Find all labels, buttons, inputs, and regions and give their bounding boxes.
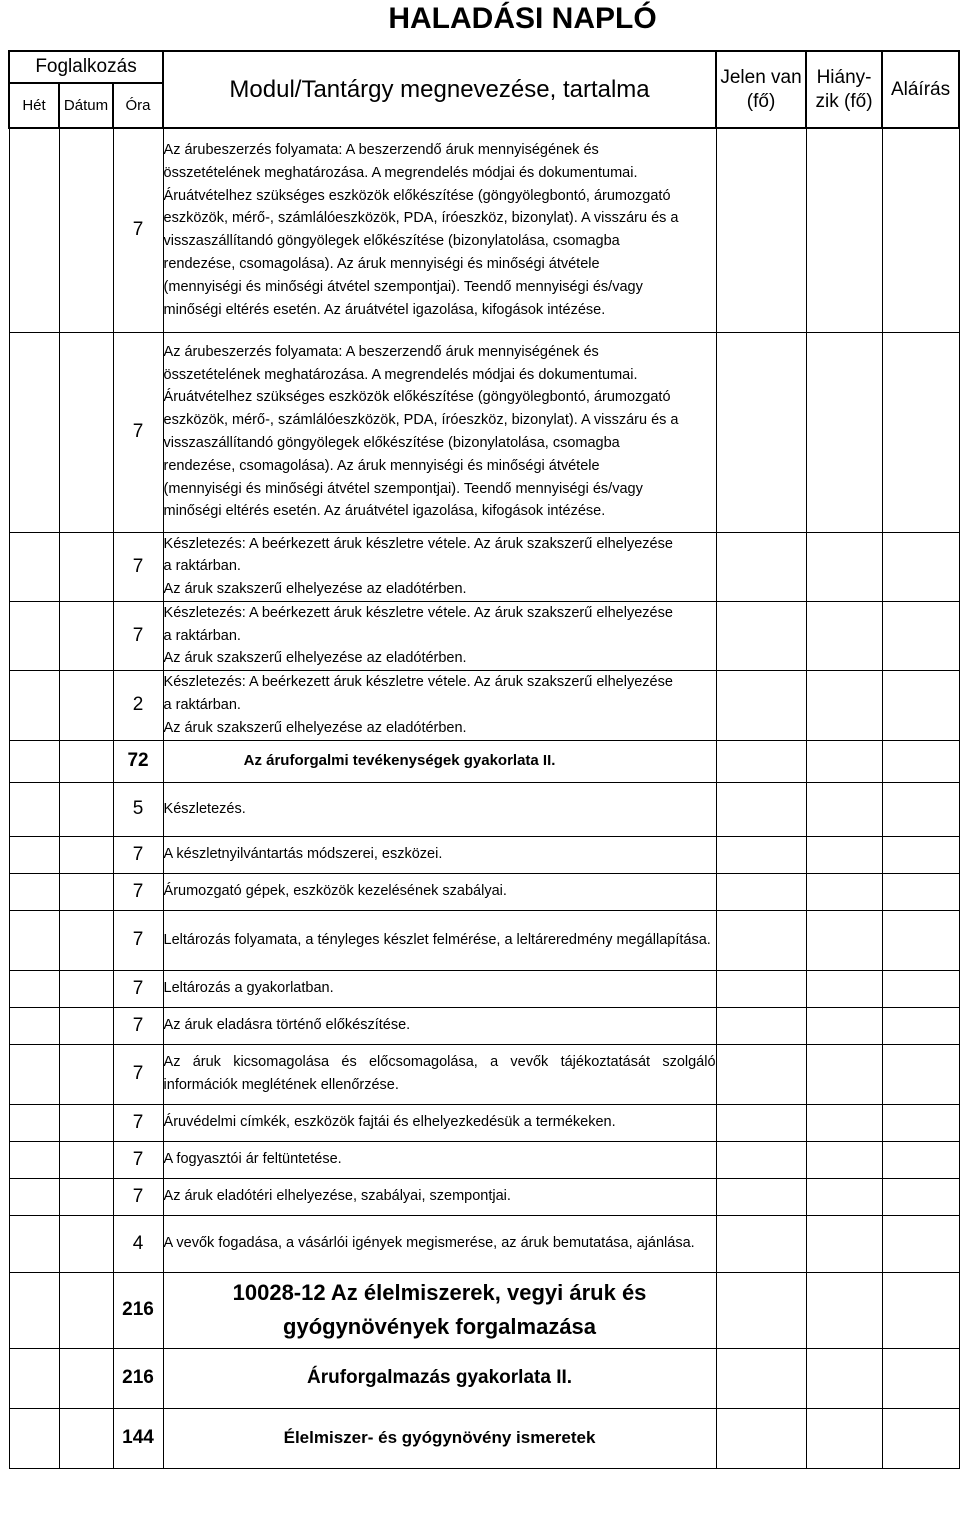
header-ora: Óra — [113, 83, 163, 128]
content-line: Áruforgalmazás gyakorlata II. — [307, 1366, 573, 1388]
datum-cell — [59, 128, 113, 332]
content-line: Árumozgató gépek, eszközök kezelésének szabályai. — [163, 883, 507, 900]
datum-cell — [59, 671, 113, 740]
datum-cell — [59, 910, 113, 970]
content-cell — [163, 671, 716, 740]
alairas-cell — [882, 532, 959, 601]
content-cell — [163, 1215, 716, 1272]
content-line: gyógynövények forgalmazása — [283, 1314, 597, 1340]
het-cell — [9, 532, 59, 601]
header-het: Hét — [9, 83, 59, 128]
alairas-cell — [882, 740, 959, 782]
datum-cell — [59, 740, 113, 782]
alairas-cell — [882, 1141, 959, 1178]
datum-cell — [59, 1215, 113, 1272]
alairas-cell — [882, 1272, 959, 1348]
alairas-cell — [882, 1104, 959, 1141]
het-cell — [9, 1044, 59, 1104]
table-row — [9, 671, 959, 740]
het-cell — [9, 782, 59, 836]
content-line: Leltározás a gyakorlatban. — [163, 980, 334, 997]
alairas-cell — [882, 1408, 959, 1468]
hianyzik-cell — [806, 1044, 882, 1104]
jelen-van-cell — [716, 1141, 806, 1178]
content-cell — [163, 332, 716, 532]
jelen-van-cell — [716, 1408, 806, 1468]
content-cell — [163, 1104, 716, 1141]
hianyzik-cell — [806, 1272, 882, 1348]
jelen-van-cell — [716, 970, 806, 1007]
datum-cell — [59, 1141, 113, 1178]
content-line: Áruátvételhez szükséges eszközök előkészítése (göngyölegbontó, árumozgató — [163, 187, 671, 204]
datum-cell — [59, 873, 113, 910]
het-cell — [9, 1178, 59, 1215]
alairas-cell — [882, 1178, 959, 1215]
header-modul: Modul/Tantárgy megnevezése, tartalma — [163, 51, 716, 128]
table-row — [9, 1272, 959, 1348]
alairas-cell — [882, 970, 959, 1007]
hours-cell: 7 — [113, 910, 163, 970]
hours-cell: 7 — [113, 1044, 163, 1104]
alairas-cell — [882, 601, 959, 670]
jelen-van-cell — [716, 532, 806, 601]
content-line: Készletezés: A beérkezett áruk készletre vétele. Az áruk szakszerű elhelyezése — [163, 535, 673, 552]
content-line: rendezése, csomagolása). Az áruk mennyiségi és minőségi átvétele — [163, 256, 600, 273]
datum-cell — [59, 332, 113, 532]
hianyzik-cell — [806, 601, 882, 670]
jelen-van-cell — [716, 873, 806, 910]
content-line: (mennyiségi és minőségi átvétel szempontjai). Teendő mennyiségi és/vagy — [163, 278, 643, 295]
datum-cell — [59, 532, 113, 601]
hianyzik-cell — [806, 1215, 882, 1272]
table-row — [9, 1141, 959, 1178]
content-line: Áruvédelmi címkék, eszközök fajtái és elhelyezkedésük a termékeken. — [163, 1114, 616, 1131]
table-row — [9, 970, 959, 1007]
hours-cell: 7 — [113, 873, 163, 910]
content-line: A vevők fogadása, a vásárlói igények megismerése, az áruk bemutatása, ajánlása. — [163, 1235, 695, 1252]
content-cell — [163, 1044, 716, 1104]
het-cell — [9, 1215, 59, 1272]
content-line: eszközök, mérő-, számlálóeszközök, PDA, íróeszköz, bizonylat). A visszáru és a — [163, 412, 679, 429]
content-cell — [163, 740, 716, 782]
jelen-van-cell — [716, 1272, 806, 1348]
content-line: Az áruk kicsomagolása és előcsomagolása, a vevők tájékoztatását szolgáló információk meglétének ellenőrzése. — [163, 1054, 716, 1094]
alairas-cell — [882, 128, 959, 332]
hianyzik-cell — [806, 836, 882, 873]
header-alairas: Aláírás — [882, 51, 959, 128]
hianyzik-cell — [806, 873, 882, 910]
alairas-cell — [882, 1044, 959, 1104]
jelen-van-cell — [716, 1348, 806, 1408]
content-line: rendezése, csomagolása). Az áruk mennyiségi és minőségi átvétele — [163, 457, 600, 474]
content-line: Készletezés: A beérkezett áruk készletre vétele. Az áruk szakszerű elhelyezése — [163, 674, 673, 691]
content-line: Az áruk szakszerű elhelyezése az eladótérben. — [163, 719, 467, 736]
hianyzik-cell — [806, 332, 882, 532]
header-jelen-van: Jelen van (fő) — [716, 51, 806, 128]
content-cell — [163, 970, 716, 1007]
hours-cell: 2 — [113, 671, 163, 740]
content-line: összetételének meghatározása. A megrendelés módjai és dokumentumai. — [163, 366, 638, 383]
datum-cell — [59, 1178, 113, 1215]
hours-cell: 72 — [113, 740, 163, 782]
content-line: a raktárban. — [163, 558, 241, 575]
het-cell — [9, 1272, 59, 1348]
header-hianyzik: Hiány- zik (fő) — [806, 51, 882, 128]
content-line: Áruátvételhez szükséges eszközök előkészítése (göngyölegbontó, árumozgató — [163, 389, 671, 406]
table-row — [9, 782, 959, 836]
hours-cell: 216 — [113, 1348, 163, 1408]
content-line: Az áruk szakszerű elhelyezése az eladótérben. — [163, 581, 467, 598]
jelen-van-cell — [716, 1007, 806, 1044]
content-line: 10028-12 Az élelmiszerek, vegyi áruk és — [232, 1280, 647, 1306]
datum-cell — [59, 1104, 113, 1141]
het-cell — [9, 1007, 59, 1044]
het-cell — [9, 873, 59, 910]
alairas-cell — [882, 1007, 959, 1044]
alairas-cell — [882, 671, 959, 740]
content-line: eszközök, mérő-, számlálóeszközök, PDA, íróeszköz, bizonylat). A visszáru és a — [163, 210, 679, 227]
content-line: visszaszállítandó göngyölegek előkészítése (bizonylatolása, csomagba — [163, 233, 620, 250]
table-row — [9, 1178, 959, 1215]
hours-cell: 7 — [113, 532, 163, 601]
hours-cell: 7 — [113, 601, 163, 670]
alairas-cell — [882, 873, 959, 910]
table-row — [9, 1348, 959, 1408]
jelen-van-cell — [716, 1044, 806, 1104]
hianyzik-cell — [806, 1007, 882, 1044]
hianyzik-cell — [806, 532, 882, 601]
alairas-cell — [882, 910, 959, 970]
hours-cell: 7 — [113, 1007, 163, 1044]
content-line: Az áruk eladásra történő előkészítése. — [163, 1017, 411, 1034]
hours-cell: 7 — [113, 1104, 163, 1141]
content-line: minőségi eltérés esetén. Az áruátvétel igazolása, kifogások intézése. — [163, 503, 606, 520]
content-line: Készletezés: A beérkezett áruk készletre vétele. Az áruk szakszerű elhelyezése — [163, 604, 673, 621]
table-row — [9, 910, 959, 970]
hianyzik-cell — [806, 1178, 882, 1215]
content-line: a raktárban. — [163, 697, 241, 714]
content-cell — [163, 128, 716, 332]
content-cell — [163, 873, 716, 910]
content-line: Az áruforgalmi tevékenységek gyakorlata II. — [243, 751, 556, 769]
content-line: Az áruk eladótéri elhelyezése, szabályai, szempontjai. — [163, 1188, 511, 1205]
jelen-van-cell — [716, 1178, 806, 1215]
content-cell — [163, 1141, 716, 1178]
hianyzik-cell — [806, 1408, 882, 1468]
header-foglalkozas: Foglalkozás — [9, 51, 163, 83]
het-cell — [9, 601, 59, 670]
content-line: a raktárban. — [163, 627, 241, 644]
het-cell — [9, 332, 59, 532]
table-row — [9, 1104, 959, 1141]
hours-cell: 4 — [113, 1215, 163, 1272]
hianyzik-cell — [806, 1104, 882, 1141]
table-row — [9, 128, 959, 332]
jelen-van-cell — [716, 1104, 806, 1141]
hours-cell: 7 — [113, 1178, 163, 1215]
table-row — [9, 601, 959, 670]
hianyzik-cell — [806, 970, 882, 1007]
datum-cell — [59, 1348, 113, 1408]
datum-cell — [59, 1408, 113, 1468]
hours-cell: 144 — [113, 1408, 163, 1468]
hianyzik-cell — [806, 1348, 882, 1408]
content-line: (mennyiségi és minőségi átvétel szempontjai). Teendő mennyiségi és/vagy — [163, 480, 643, 497]
alairas-cell — [882, 1348, 959, 1408]
content-cell — [163, 910, 716, 970]
content-line: Élelmiszer- és gyógynövény ismeretek — [283, 1427, 596, 1447]
het-cell — [9, 128, 59, 332]
hours-cell: 7 — [113, 970, 163, 1007]
hours-cell: 5 — [113, 782, 163, 836]
content-cell — [163, 1348, 716, 1408]
datum-cell — [59, 1007, 113, 1044]
content-line: Készletezés. — [163, 800, 246, 817]
het-cell — [9, 740, 59, 782]
table-row — [9, 740, 959, 782]
hianyzik-cell — [806, 910, 882, 970]
het-cell — [9, 910, 59, 970]
jelen-van-cell — [716, 836, 806, 873]
content-cell — [163, 836, 716, 873]
datum-cell — [59, 1044, 113, 1104]
content-line: A készletnyilvántartás módszerei, eszközei. — [163, 846, 443, 863]
het-cell — [9, 1141, 59, 1178]
table-row — [9, 1408, 959, 1468]
content-line: Az árubeszerzés folyamata: A beszerzendő áruk mennyiségének és — [163, 142, 599, 159]
hianyzik-cell — [806, 1141, 882, 1178]
hours-cell: 7 — [113, 1141, 163, 1178]
het-cell — [9, 1408, 59, 1468]
jelen-van-cell — [716, 1215, 806, 1272]
content-cell — [163, 532, 716, 601]
table-row — [9, 1044, 959, 1104]
header-datum: Dátum — [59, 83, 113, 128]
table-row — [9, 836, 959, 873]
content-line: minőségi eltérés esetén. Az áruátvétel igazolása, kifogások intézése. — [163, 301, 606, 318]
datum-cell — [59, 836, 113, 873]
hianyzik-cell — [806, 740, 882, 782]
content-line: Leltározás folyamata, a tényleges készlet felmérése, a leltáreredmény megállapítása. — [163, 931, 711, 948]
hianyzik-cell — [806, 782, 882, 836]
table-row — [9, 873, 959, 910]
table-row — [9, 332, 959, 532]
content-cell — [163, 601, 716, 670]
alairas-cell — [882, 782, 959, 836]
hours-cell: 216 — [113, 1272, 163, 1348]
datum-cell — [59, 1272, 113, 1348]
jelen-van-cell — [716, 128, 806, 332]
content-line: összetételének meghatározása. A megrendelés módjai és dokumentumai. — [163, 164, 638, 181]
het-cell — [9, 970, 59, 1007]
datum-cell — [59, 782, 113, 836]
jelen-van-cell — [716, 910, 806, 970]
datum-cell — [59, 970, 113, 1007]
alairas-cell — [882, 836, 959, 873]
content-cell — [163, 782, 716, 836]
jelen-van-cell — [716, 671, 806, 740]
het-cell — [9, 836, 59, 873]
content-cell — [163, 1178, 716, 1215]
het-cell — [9, 1104, 59, 1141]
content-line: A fogyasztói ár feltüntetése. — [163, 1151, 342, 1168]
jelen-van-cell — [716, 332, 806, 532]
table-row — [9, 1007, 959, 1044]
table-row — [9, 532, 959, 601]
hianyzik-cell — [806, 671, 882, 740]
jelen-van-cell — [716, 782, 806, 836]
hours-cell: 7 — [113, 836, 163, 873]
het-cell — [9, 1348, 59, 1408]
datum-cell — [59, 601, 113, 670]
jelen-van-cell — [716, 601, 806, 670]
alairas-cell — [882, 1215, 959, 1272]
progress-log-table — [8, 50, 960, 1469]
content-cell — [163, 1272, 716, 1348]
page-title: HALADÁSI NAPLÓ — [388, 2, 657, 35]
hours-cell: 7 — [113, 332, 163, 532]
content-line: Az áruk szakszerű elhelyezése az eladótérben. — [163, 650, 467, 667]
het-cell — [9, 671, 59, 740]
table-row — [9, 1215, 959, 1272]
content-line: visszaszállítandó göngyölegek előkészítése (bizonylatolása, csomagba — [163, 435, 620, 451]
jelen-van-cell — [716, 740, 806, 782]
content-cell — [163, 1007, 716, 1044]
hianyzik-cell — [806, 128, 882, 332]
header-row-1 — [9, 51, 959, 83]
content-cell — [163, 1408, 716, 1468]
hours-cell: 7 — [113, 128, 163, 332]
content-line: Az árubeszerzés folyamata: A beszerzendő áruk mennyiségének és — [163, 343, 599, 360]
alairas-cell — [882, 332, 959, 532]
